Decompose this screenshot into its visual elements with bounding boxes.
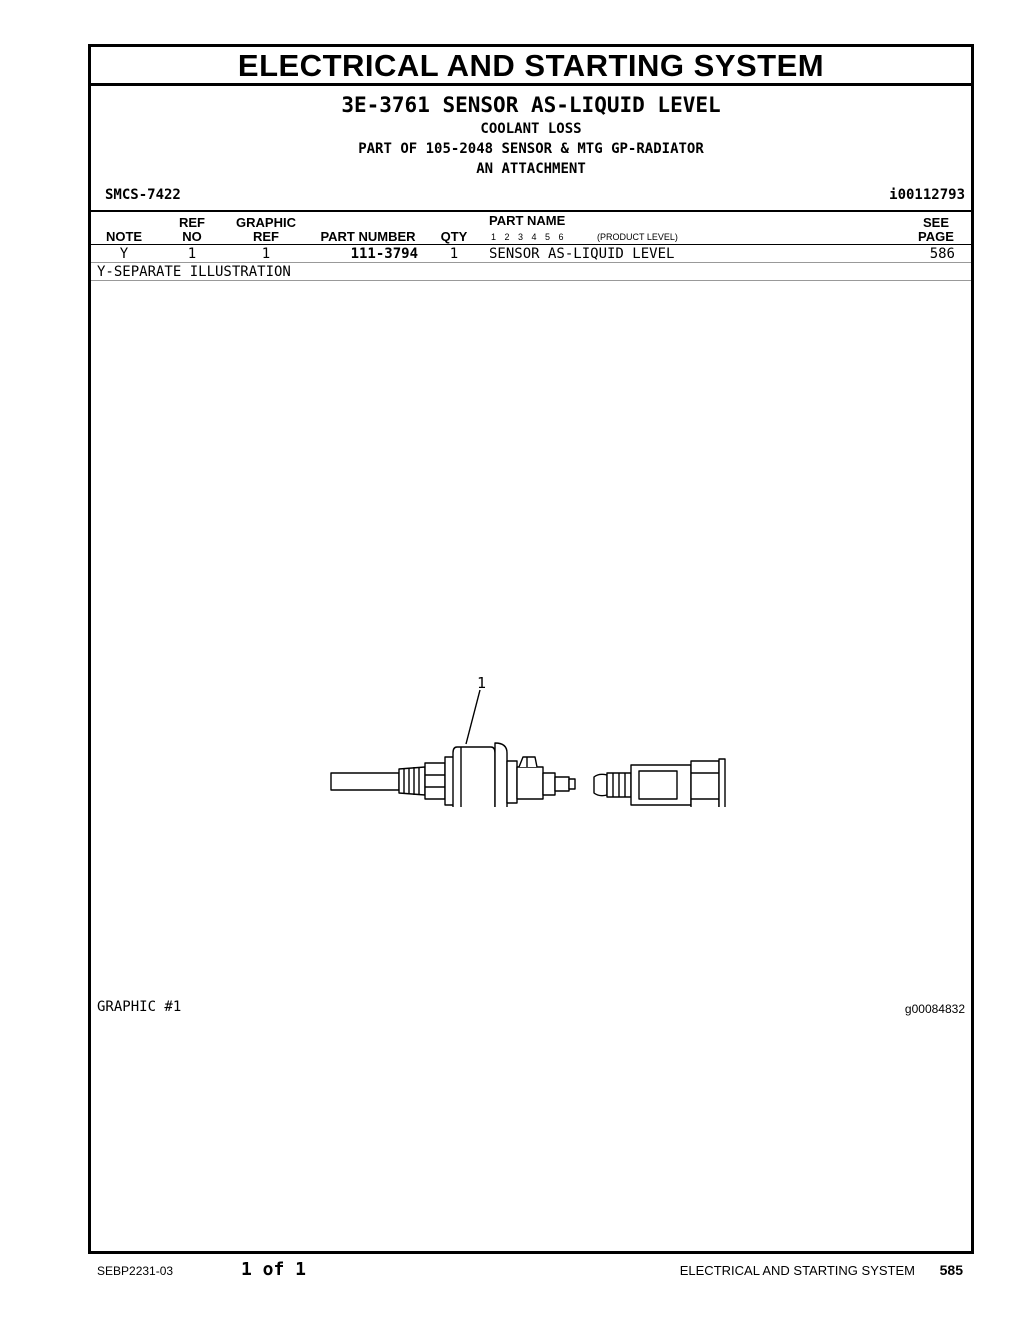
- sensor-flange: [495, 743, 507, 807]
- table-row-rule: [91, 262, 971, 263]
- table-top-rule: [91, 210, 971, 212]
- sensor-body: [453, 747, 495, 807]
- group-subtitle-line1: COOLANT LOSS: [480, 121, 582, 137]
- header-graphic-bottom: REF: [253, 229, 279, 244]
- callout-leader-line: [466, 690, 480, 744]
- cell-qty: 1: [449, 246, 459, 262]
- callout-number: 1: [477, 674, 487, 692]
- group-subtitle-line3: AN ATTACHMENT: [476, 161, 586, 177]
- header-see-top: SEE: [922, 215, 949, 230]
- sensor-plug-body: [543, 773, 555, 795]
- header-product-level: (PRODUCT LEVEL): [597, 232, 678, 242]
- cell-graphic-ref: 1: [261, 246, 271, 262]
- header-qty: QTY: [440, 229, 468, 244]
- header-graphic-top: GRAPHIC: [236, 215, 296, 230]
- footer-doc-number: SEBP2231-03: [97, 1264, 174, 1278]
- graphic-caption: GRAPHIC #1: [97, 999, 182, 1015]
- smcs-code: SMCS-7422: [105, 187, 181, 203]
- header-part-number: PART NUMBER: [320, 229, 416, 244]
- header-ref-bottom: NO: [182, 229, 202, 244]
- page-frame: [88, 44, 974, 1254]
- cell-see-page: 586: [929, 246, 955, 262]
- header-note: NOTE: [105, 229, 143, 244]
- table-bottom-rule: [91, 280, 971, 281]
- header-part-name: PART NAME: [489, 213, 566, 228]
- graphic-id: g00084832: [904, 1002, 965, 1016]
- section-title: ELECTRICAL AND STARTING SYSTEM: [91, 47, 971, 86]
- sensor-plug-tip: [555, 777, 569, 791]
- group-subtitle-line2: PART OF 105-2048 SENSOR & MTG GP-RADIATOR: [358, 141, 704, 157]
- footer-page-of: 1 of 1: [241, 1259, 307, 1280]
- cell-part-name: SENSOR AS-LIQUID LEVEL: [489, 246, 675, 262]
- header-see-bottom: PAGE: [918, 229, 954, 244]
- sensor-latch: [519, 757, 537, 767]
- cell-note: Y: [119, 246, 129, 262]
- sensor-connector-housing: [517, 767, 543, 799]
- sensor-illustration: [321, 687, 741, 807]
- header-ref-top: REF: [179, 215, 205, 230]
- sensor-cable: [331, 773, 399, 790]
- table-header-rule: [91, 244, 971, 245]
- mating-connector-tip: [594, 774, 607, 795]
- cell-ref-no: 1: [187, 246, 197, 262]
- cell-part-number: 111-3794: [350, 246, 418, 262]
- sensor-thread: [399, 767, 425, 795]
- sensor-hex-nut: [425, 763, 445, 799]
- footer-page-number: 585: [939, 1262, 963, 1278]
- mating-connector-end: [691, 761, 719, 807]
- footer-section: ELECTRICAL AND STARTING SYSTEM: [679, 1263, 915, 1278]
- sensor-connector-collar: [507, 761, 517, 803]
- table-footnote: Y-SEPARATE ILLUSTRATION: [97, 264, 291, 280]
- header-levels: 1 2 3 4 5 6: [491, 232, 564, 242]
- info-id: i00112793: [889, 187, 965, 203]
- group-title: 3E-3761 SENSOR AS-LIQUID LEVEL: [341, 93, 721, 117]
